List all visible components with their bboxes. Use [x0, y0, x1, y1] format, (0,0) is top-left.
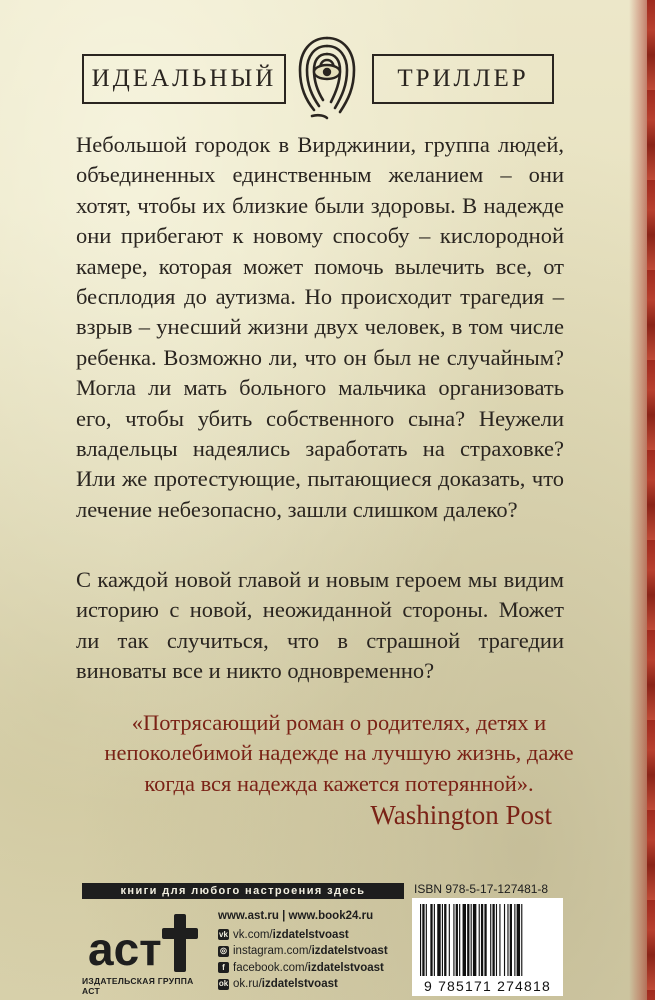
social-handle: izdatelstvoast — [311, 945, 388, 957]
social-handle: izdatelstvoast — [272, 928, 349, 941]
instagram-icon: ◎ — [218, 946, 229, 957]
social-link-vk[interactable] — [218, 927, 388, 944]
fingerprint-eye-icon — [292, 30, 362, 120]
facebook-icon: f — [218, 962, 229, 973]
vk-icon: vk — [219, 929, 228, 939]
social-link-instagram[interactable] — [218, 943, 388, 960]
series-banner — [82, 54, 552, 102]
social-prefix: ok.ru/ — [233, 978, 262, 990]
publisher-links — [218, 908, 388, 993]
series-label-right: ТРИЛЛЕР — [372, 54, 554, 104]
review-quote: «Потрясающий роман о родителях, детях и непоколебимой надежде на лучшую жизнь, даже когда вся надежда кажется потерянной». — [104, 710, 574, 796]
publisher-tagline: книги для любого настроения здесь — [82, 883, 404, 899]
red-edge-stripe — [647, 0, 655, 1000]
barcode-digits: 9 785171 274818 — [412, 978, 563, 996]
blurb-paragraph-1: Небольшой городок в Вирджинии, группа людей, объединенных единственным желанием – они хотят, чтобы их близкие были здоровы. В надежде они прибегают к новому способу – кислородной камере, которая может помочь вылечить все, от бесплодия до аутизма. Но происходит трагедия – взрыв – унесший жизни двух человек, в том числе ребенка. Возможно ли, что он был не случайным? Могла ли мать больного мальчика организовать его, чтобы убить собственного сына? Неужели владельцы надеялись заработать на страховке? Или же протестующие, пытающиеся доказать, что лечение небезопасно, зашли слишком далеко? — [76, 132, 564, 522]
ast-logo-text: аст — [88, 923, 162, 975]
social-prefix: instagram.com/ — [233, 945, 312, 957]
social-handle: izdatelstvoast — [261, 978, 338, 990]
social-handle: izdatelstvoast — [307, 961, 384, 974]
publisher-sites-link[interactable]: www.ast.ru | www.book24.ru — [218, 910, 374, 922]
odnoklassniki-icon: ok — [218, 979, 229, 988]
blurb-paragraph-2: С каждой новой главой и новым героем мы видим историю с новой, неожиданной стороны. Может ли так случиться, что в страшной трагедии виноваты все и никто одновременно? — [76, 567, 564, 684]
series-label-left: ИДЕАЛЬНЫЙ — [82, 54, 286, 104]
social-prefix: vk.com/ — [233, 928, 273, 941]
social-link-odnoklassniki[interactable] — [218, 976, 388, 993]
social-link-facebook[interactable] — [218, 960, 388, 977]
publisher-group-name: ИЗДАТЕЛЬСКАЯ ГРУППА АСТ — [82, 976, 194, 996]
social-prefix: facebook.com/ — [233, 961, 308, 974]
review-source: Washington Post — [370, 800, 552, 830]
isbn-label: ISBN 978-5-17-127481-8 — [414, 882, 549, 896]
